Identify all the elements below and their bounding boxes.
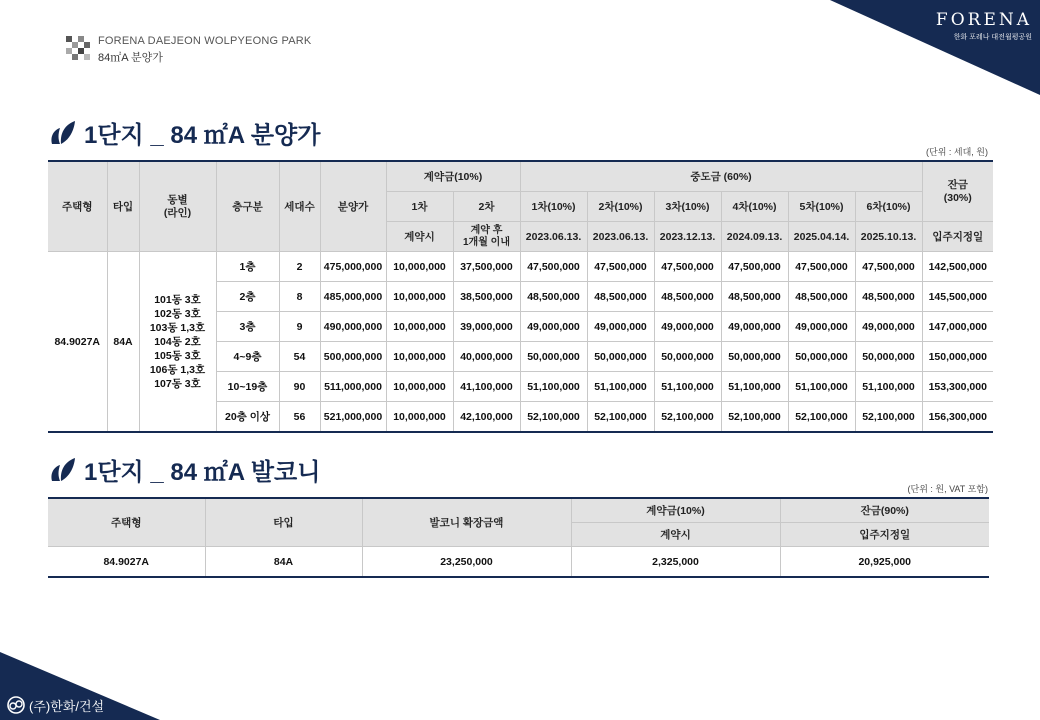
middle-cell: 48,500,000 bbox=[721, 282, 788, 312]
col-middle-2-date: 2023.06.13. bbox=[587, 222, 654, 252]
dong-line: 103동 1,3호 bbox=[149, 321, 206, 334]
households-cell: 8 bbox=[279, 282, 320, 312]
col-deposit-1: 1차 bbox=[386, 192, 453, 222]
middle-cell: 47,500,000 bbox=[855, 252, 922, 282]
middle-cell: 48,500,000 bbox=[855, 282, 922, 312]
house-type-cell: 84.9027A bbox=[48, 252, 107, 433]
balance-cell: 145,500,000 bbox=[922, 282, 993, 312]
table-row bbox=[48, 252, 993, 282]
middle-cell: 47,500,000 bbox=[587, 252, 654, 282]
floor-cell: 10~19층 bbox=[216, 372, 279, 402]
col-deposit-2-when: 계약 후 1개월 이내 bbox=[453, 222, 520, 252]
middle-cell: 47,500,000 bbox=[520, 252, 587, 282]
col-balance: 잔금(90%) bbox=[780, 498, 989, 523]
section2-title bbox=[48, 452, 320, 487]
middle-cell: 49,000,000 bbox=[520, 312, 587, 342]
dong-cell bbox=[139, 252, 216, 433]
house-type-cell: 84.9027A bbox=[48, 547, 205, 578]
middle-cell: 52,100,000 bbox=[520, 402, 587, 433]
col-middle-5-date: 2025.04.14. bbox=[788, 222, 855, 252]
col-deposit: 계약금(10%) bbox=[386, 161, 520, 192]
col-balance-when: 입주지정일 bbox=[922, 222, 993, 252]
dong-line: 105동 3호 bbox=[154, 349, 201, 362]
deposit1-cell: 10,000,000 bbox=[386, 402, 453, 433]
price-cell: 521,000,000 bbox=[320, 402, 386, 433]
dong-line: 107동 3호 bbox=[154, 377, 201, 390]
col-house-type: 주택형 bbox=[48, 498, 205, 547]
middle-cell: 48,500,000 bbox=[587, 282, 654, 312]
middle-cell: 50,000,000 bbox=[520, 342, 587, 372]
col-middle-4: 4차(10%) bbox=[721, 192, 788, 222]
type-cell: 84A bbox=[107, 252, 139, 433]
balcony-table bbox=[48, 497, 989, 578]
households-cell: 9 bbox=[279, 312, 320, 342]
forena-logo: FORENA bbox=[935, 10, 1032, 30]
dong-line: 104동 2호 bbox=[154, 335, 201, 348]
brand-block bbox=[936, 10, 1032, 42]
middle-cell: 48,500,000 bbox=[520, 282, 587, 312]
deposit1-cell: 10,000,000 bbox=[386, 252, 453, 282]
middle-cell: 49,000,000 bbox=[587, 312, 654, 342]
col-middle-6-date: 2025.10.13. bbox=[855, 222, 922, 252]
dong-line: 101동 3호 bbox=[154, 293, 201, 306]
section1-title bbox=[48, 115, 320, 150]
middle-cell: 50,000,000 bbox=[788, 342, 855, 372]
section1-unit: (단위 : 세대, 원) bbox=[926, 147, 988, 157]
col-house-type: 주택형 bbox=[48, 161, 107, 252]
middle-cell: 51,100,000 bbox=[587, 372, 654, 402]
floor-cell: 3층 bbox=[216, 312, 279, 342]
section2-unit: (단위 : 원, VAT 포함) bbox=[907, 484, 988, 494]
col-middle-3: 3차(10%) bbox=[654, 192, 721, 222]
middle-cell: 52,100,000 bbox=[855, 402, 922, 433]
col-balance: 잔금 (30%) bbox=[922, 161, 993, 222]
deposit2-cell: 41,100,000 bbox=[453, 372, 520, 402]
col-dong: 동별 (라인) bbox=[139, 161, 216, 252]
deposit2-cell: 42,100,000 bbox=[453, 402, 520, 433]
hanwha-emblem-icon bbox=[6, 695, 26, 715]
middle-cell: 49,000,000 bbox=[654, 312, 721, 342]
middle-cell: 52,100,000 bbox=[721, 402, 788, 433]
balance-cell: 142,500,000 bbox=[922, 252, 993, 282]
col-middle-2: 2차(10%) bbox=[587, 192, 654, 222]
middle-cell: 52,100,000 bbox=[788, 402, 855, 433]
col-price: 분양가 bbox=[320, 161, 386, 252]
price-cell: 500,000,000 bbox=[320, 342, 386, 372]
balance-cell: 147,000,000 bbox=[922, 312, 993, 342]
price-cell: 485,000,000 bbox=[320, 282, 386, 312]
project-name: FORENA DAEJEON WOLPYEONG PARK bbox=[98, 35, 312, 47]
households-cell: 54 bbox=[279, 342, 320, 372]
middle-cell: 51,100,000 bbox=[654, 372, 721, 402]
section1-title-text: 1단지 _ 84 ㎡A 분양가 bbox=[84, 122, 321, 149]
households-cell: 56 bbox=[279, 402, 320, 433]
middle-cell: 48,500,000 bbox=[654, 282, 721, 312]
col-amount: 발코니 확장금액 bbox=[362, 498, 571, 547]
brand-subtitle: 한화 포레나 대전월평공원 bbox=[953, 34, 1032, 41]
price-cell: 511,000,000 bbox=[320, 372, 386, 402]
households-cell: 2 bbox=[279, 252, 320, 282]
middle-cell: 51,100,000 bbox=[520, 372, 587, 402]
deposit-cell: 2,325,000 bbox=[571, 547, 780, 578]
floor-cell: 1층 bbox=[216, 252, 279, 282]
dong-line: 106동 1,3호 bbox=[149, 363, 206, 376]
col-middle-5: 5차(10%) bbox=[788, 192, 855, 222]
col-middle: 중도금 (60%) bbox=[520, 161, 922, 192]
leaf-icon bbox=[48, 118, 78, 148]
middle-cell: 47,500,000 bbox=[721, 252, 788, 282]
col-balance-when: 입주지정일 bbox=[780, 523, 989, 547]
middle-cell: 52,100,000 bbox=[654, 402, 721, 433]
deposit2-cell: 37,500,000 bbox=[453, 252, 520, 282]
col-deposit-2: 2차 bbox=[453, 192, 520, 222]
middle-cell: 47,500,000 bbox=[654, 252, 721, 282]
deposit1-cell: 10,000,000 bbox=[386, 312, 453, 342]
price-table bbox=[48, 160, 993, 433]
col-middle-1-date: 2023.06.13. bbox=[520, 222, 587, 252]
col-middle-1: 1차(10%) bbox=[520, 192, 587, 222]
col-type: 타입 bbox=[205, 498, 362, 547]
middle-cell: 51,100,000 bbox=[788, 372, 855, 402]
deposit2-cell: 39,000,000 bbox=[453, 312, 520, 342]
company-name: (주)한화/건설 bbox=[29, 698, 105, 714]
amount-cell: 23,250,000 bbox=[362, 547, 571, 578]
type-cell: 84A bbox=[205, 547, 362, 578]
deposit2-cell: 40,000,000 bbox=[453, 342, 520, 372]
floor-cell: 4~9층 bbox=[216, 342, 279, 372]
balance-cell: 20,925,000 bbox=[780, 547, 989, 578]
col-middle-6: 6차(10%) bbox=[855, 192, 922, 222]
col-deposit-when: 계약시 bbox=[571, 523, 780, 547]
deposit1-cell: 10,000,000 bbox=[386, 342, 453, 372]
deposit1-cell: 10,000,000 bbox=[386, 282, 453, 312]
col-middle-4-date: 2024.09.13. bbox=[721, 222, 788, 252]
deposit2-cell: 38,500,000 bbox=[453, 282, 520, 312]
col-middle-3-date: 2023.12.13. bbox=[654, 222, 721, 252]
col-deposit: 계약금(10%) bbox=[571, 498, 780, 523]
col-type: 타입 bbox=[107, 161, 139, 252]
floor-cell: 20층 이상 bbox=[216, 402, 279, 433]
price-cell: 475,000,000 bbox=[320, 252, 386, 282]
col-floor: 층구분 bbox=[216, 161, 279, 252]
middle-cell: 50,000,000 bbox=[587, 342, 654, 372]
middle-cell: 51,100,000 bbox=[721, 372, 788, 402]
middle-cell: 49,000,000 bbox=[855, 312, 922, 342]
middle-cell: 50,000,000 bbox=[721, 342, 788, 372]
leaf-icon bbox=[48, 455, 78, 485]
page-subject: 84㎡A 분양가 bbox=[98, 52, 163, 64]
middle-cell: 51,100,000 bbox=[855, 372, 922, 402]
col-deposit-1-when: 계약시 bbox=[386, 222, 453, 252]
middle-cell: 50,000,000 bbox=[654, 342, 721, 372]
dong-line: 102동 3호 bbox=[154, 307, 201, 320]
hanwha-logo bbox=[6, 695, 104, 715]
checker-pattern-icon bbox=[66, 36, 92, 62]
middle-cell: 47,500,000 bbox=[788, 252, 855, 282]
price-cell: 490,000,000 bbox=[320, 312, 386, 342]
middle-cell: 49,000,000 bbox=[788, 312, 855, 342]
floor-cell: 2층 bbox=[216, 282, 279, 312]
households-cell: 90 bbox=[279, 372, 320, 402]
balance-cell: 156,300,000 bbox=[922, 402, 993, 433]
middle-cell: 50,000,000 bbox=[855, 342, 922, 372]
deposit1-cell: 10,000,000 bbox=[386, 372, 453, 402]
col-households: 세대수 bbox=[279, 161, 320, 252]
middle-cell: 52,100,000 bbox=[587, 402, 654, 433]
section2-title-text: 1단지 _ 84 ㎡A 발코니 bbox=[84, 459, 321, 486]
middle-cell: 49,000,000 bbox=[721, 312, 788, 342]
table-row bbox=[48, 547, 989, 578]
middle-cell: 48,500,000 bbox=[788, 282, 855, 312]
balance-cell: 150,000,000 bbox=[922, 342, 993, 372]
balance-cell: 153,300,000 bbox=[922, 372, 993, 402]
